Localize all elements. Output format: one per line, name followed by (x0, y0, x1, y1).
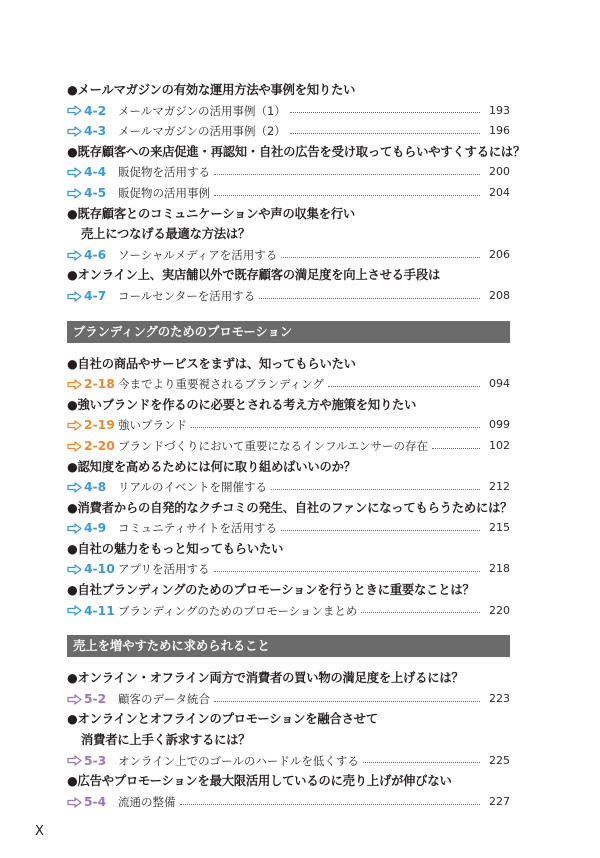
question-heading: ●オンラインとオフラインのプロモーションを融合させて (67, 712, 378, 727)
leader-dots (214, 195, 480, 196)
toc-group (67, 498, 513, 539)
arrow-icon (67, 167, 82, 178)
toc-entry[interactable] (67, 121, 510, 142)
leader-dots (290, 112, 480, 113)
page-number: 094 (489, 377, 510, 391)
toc-group (67, 771, 510, 812)
entry-title: メールマガジンの活用事例（2） (118, 124, 286, 139)
page-number: 193 (489, 103, 510, 117)
entry-title: 販促物を活用する (118, 165, 210, 180)
toc-group (67, 80, 510, 142)
toc-entry[interactable] (67, 518, 510, 539)
leader-dots (214, 701, 480, 702)
arrow-icon (67, 797, 82, 808)
page-number: 206 (489, 247, 510, 261)
question-heading: ●メールマガジンの有効な運用方法や事例を知りたい (67, 83, 356, 97)
question-heading-continued: 売上につなげる最適な方法は？ (81, 227, 251, 242)
toc-group (67, 265, 510, 306)
section-number: 4-8 (84, 480, 107, 495)
toc-entry[interactable] (67, 183, 510, 204)
section-heading-bar: 売上を増やすために求められること (67, 635, 510, 657)
page-number: 212 (489, 480, 510, 494)
entry-title: リアルのイベントを開催する (118, 480, 268, 495)
toc-group (67, 457, 510, 498)
section-number: 4-4 (84, 165, 107, 180)
table-of-contents (67, 80, 526, 812)
entry-title: アプリを活用する (118, 562, 210, 577)
page-number: 223 (489, 691, 510, 705)
section-number: 5-3 (84, 753, 107, 768)
leader-dots (432, 448, 480, 449)
entry-title: 強いブランド (118, 418, 187, 433)
section-number: 5-2 (84, 691, 107, 706)
question-heading: ●広告やプロモーションを最大限活用しているのに売り上げが伸びない (67, 774, 452, 789)
page-number: 204 (489, 185, 510, 199)
question-heading: ●強いブランドを作るのに必要とされる考え方や施策を知りたい (67, 397, 417, 412)
toc-entry[interactable] (67, 415, 510, 436)
section-number: 2-20 (84, 438, 115, 453)
arrow-icon (67, 523, 82, 534)
toc-group (67, 204, 510, 266)
page-number: 200 (489, 165, 510, 179)
arrow-icon (67, 482, 82, 493)
entry-title: 今までより重要視されるブランディング (118, 377, 324, 392)
leader-dots (281, 257, 480, 258)
question-heading: ●消費者からの自発的なクチコミの発生、自社のファンになってもらうためには？ (67, 500, 513, 515)
entry-title: 販促物の活用事例 (118, 185, 210, 200)
arrow-icon (67, 420, 82, 431)
section-number: 4-7 (84, 288, 107, 303)
question-heading-continued: 消費者に上手く訴求するには？ (81, 733, 251, 748)
question-heading: ●自社の魅力をもっと知ってもらいたい (67, 541, 284, 556)
leader-dots (214, 571, 480, 572)
leader-dots (328, 386, 480, 387)
page-number: 218 (489, 562, 510, 576)
page-number: 227 (489, 794, 510, 808)
leader-dots (191, 427, 480, 428)
toc-entry[interactable] (67, 162, 510, 183)
arrow-icon (67, 694, 82, 705)
toc-entry[interactable] (67, 477, 510, 498)
section-number: 4-2 (84, 103, 107, 118)
folio-page-number: X (35, 824, 44, 839)
question-heading: ●既存顧客とのコミュニケーションや声の収集を行い (67, 206, 356, 221)
toc-entry[interactable] (67, 559, 510, 580)
toc-entry[interactable] (67, 101, 510, 122)
toc-group (67, 395, 510, 457)
section-number: 2-18 (84, 377, 115, 392)
arrow-icon (67, 755, 82, 766)
page-number: 102 (489, 438, 510, 452)
section-number: 4-3 (84, 124, 107, 139)
toc-group (67, 668, 510, 709)
toc-group (67, 354, 510, 395)
entry-title: 顧客のデータ統合 (118, 691, 210, 706)
page-number: 099 (489, 418, 510, 432)
toc-group (67, 580, 510, 621)
page-number: 225 (489, 753, 510, 767)
entry-title: ブランディングのためのプロモーションまとめ (118, 603, 358, 618)
toc-group (67, 142, 526, 204)
toc-entry[interactable] (67, 792, 510, 813)
leader-dots (363, 762, 480, 763)
question-heading: ●自社の商品やサービスをまずは、知ってもらいたい (67, 356, 356, 371)
leader-dots (361, 612, 480, 613)
arrow-icon (67, 188, 82, 199)
toc-group (67, 539, 510, 580)
section-number: 4-6 (84, 247, 107, 262)
entry-title: ブランドづくりにおいて重要になるインフルエンサーの存在 (118, 438, 429, 453)
toc-entry[interactable] (67, 436, 510, 457)
toc-entry[interactable] (67, 601, 510, 622)
page-number: 220 (489, 603, 510, 617)
arrow-icon (67, 441, 82, 452)
arrow-icon (67, 379, 82, 390)
arrow-icon (67, 605, 82, 616)
section-number: 5-4 (84, 794, 107, 809)
question-heading: ●オンライン・オフライン両方で消費者の買い物の満足度を上げるには？ (67, 671, 464, 686)
section-number: 4-11 (84, 603, 115, 618)
section-number: 4-9 (84, 521, 107, 536)
question-heading: ●自社ブランディングのためのプロモーションを行うときに重要なことは？ (67, 583, 475, 598)
section-number: 4-10 (84, 562, 115, 577)
page-number: 208 (489, 288, 510, 302)
entry-title: ソーシャルメディアを活用する (118, 247, 278, 262)
toc-entry[interactable] (67, 689, 510, 710)
leader-dots (214, 174, 480, 175)
arrow-icon (67, 105, 82, 116)
toc-entry[interactable] (67, 374, 510, 395)
arrow-icon (67, 250, 82, 261)
arrow-icon (67, 126, 82, 137)
page-number: 215 (489, 521, 510, 535)
arrow-icon (67, 291, 82, 302)
entry-title: 流通の整備 (118, 794, 176, 809)
toc-group (67, 709, 510, 771)
section-number: 2-19 (84, 418, 115, 433)
question-heading: ●認知度を高めるためには何に取り組めばいいのか？ (67, 459, 356, 474)
leader-dots (281, 530, 480, 531)
section-heading-bar: ブランディングのためのプロモーション (67, 321, 510, 343)
toc-entry[interactable] (67, 751, 510, 772)
leader-dots (290, 133, 480, 134)
entry-title: オンライン上でのゴールのハードルを低くする (118, 753, 359, 768)
question-heading: ●既存顧客への来店促進・再認知・自社の広告を受け取ってもらいやすくするには？ (67, 144, 526, 159)
page-number: 196 (489, 124, 510, 138)
entry-title: メールマガジンの活用事例（1） (118, 103, 286, 118)
leader-dots (271, 489, 480, 490)
entry-title: コールセンターを活用する (118, 288, 256, 303)
leader-dots (180, 804, 481, 805)
question-heading: ●オンライン上、実店舗以外で既存顧客の満足度を向上させる手段は (67, 268, 441, 283)
toc-entry[interactable] (67, 245, 510, 266)
section-number: 4-5 (84, 185, 107, 200)
leader-dots (259, 298, 480, 299)
entry-title: コミュニティサイトを活用する (118, 521, 278, 536)
arrow-icon (67, 564, 82, 575)
toc-entry[interactable] (67, 286, 510, 307)
